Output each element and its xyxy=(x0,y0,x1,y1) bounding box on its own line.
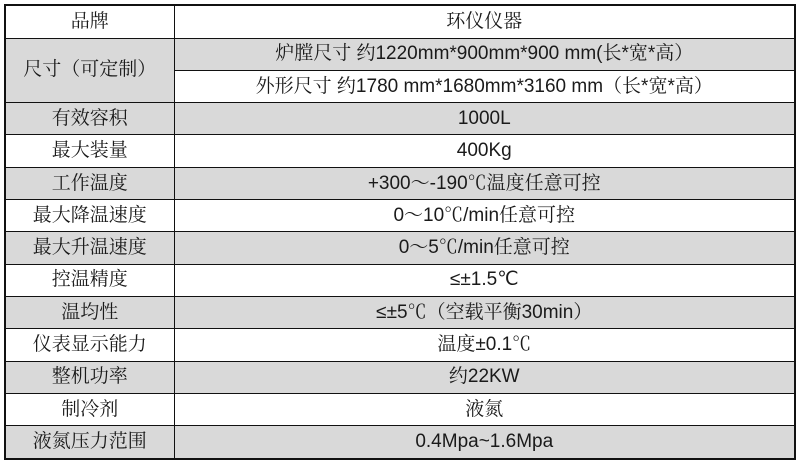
spec-label-dimensions: 尺寸（可定制） xyxy=(5,38,174,103)
spec-value-overall-size: 外形尺寸 约1780 mm*1680mm*3160 mm（长*宽*高） xyxy=(174,70,795,102)
table-row xyxy=(5,232,795,264)
table-row xyxy=(5,393,795,425)
spec-label-brand: 品牌 xyxy=(5,5,174,38)
spec-value-max-load: 400Kg xyxy=(174,135,795,167)
spec-value-max-heating-rate: 0～5℃/min任意可控 xyxy=(174,232,795,264)
table-row xyxy=(5,297,795,329)
table-row xyxy=(5,329,795,361)
spec-label-total-power: 整机功率 xyxy=(5,361,174,393)
spec-label-max-cooling-rate: 最大降温速度 xyxy=(5,200,174,232)
spec-value-display-capability: 温度±0.1℃ xyxy=(174,329,795,361)
spec-label-display-capability: 仪表显示能力 xyxy=(5,329,174,361)
spec-table xyxy=(4,4,796,460)
table-row xyxy=(5,103,795,135)
spec-value-refrigerant: 液氮 xyxy=(174,393,795,425)
spec-value-working-temperature: +300～-190℃温度任意可控 xyxy=(174,167,795,199)
table-row xyxy=(5,135,795,167)
spec-value-effective-volume: 1000L xyxy=(174,103,795,135)
spec-value-control-accuracy: ≤±1.5℃ xyxy=(174,264,795,296)
table-row xyxy=(5,264,795,296)
spec-label-temperature-uniformity: 温均性 xyxy=(5,297,174,329)
spec-value-chamber-size: 炉膛尺寸 约1220mm*900mm*900 mm(长*宽*高） xyxy=(174,38,795,70)
table-row xyxy=(5,426,795,459)
spec-value-brand: 环仪仪器 xyxy=(174,5,795,38)
spec-label-refrigerant: 制冷剂 xyxy=(5,393,174,425)
spec-label-ln2-pressure-range: 液氮压力范围 xyxy=(5,426,174,459)
spec-value-total-power: 约22KW xyxy=(174,361,795,393)
spec-label-working-temperature: 工作温度 xyxy=(5,167,174,199)
spec-table-container xyxy=(4,4,796,460)
spec-label-effective-volume: 有效容积 xyxy=(5,103,174,135)
spec-label-max-load: 最大装量 xyxy=(5,135,174,167)
table-row xyxy=(5,38,795,70)
spec-label-control-accuracy: 控温精度 xyxy=(5,264,174,296)
spec-label-max-heating-rate: 最大升温速度 xyxy=(5,232,174,264)
table-row xyxy=(5,361,795,393)
spec-value-max-cooling-rate: 0～10℃/min任意可控 xyxy=(174,200,795,232)
table-row xyxy=(5,200,795,232)
table-row xyxy=(5,167,795,199)
spec-value-temperature-uniformity: ≤±5℃（空载平衡30min） xyxy=(174,297,795,329)
spec-value-ln2-pressure-range: 0.4Mpa~1.6Mpa xyxy=(174,426,795,459)
table-row xyxy=(5,5,795,38)
